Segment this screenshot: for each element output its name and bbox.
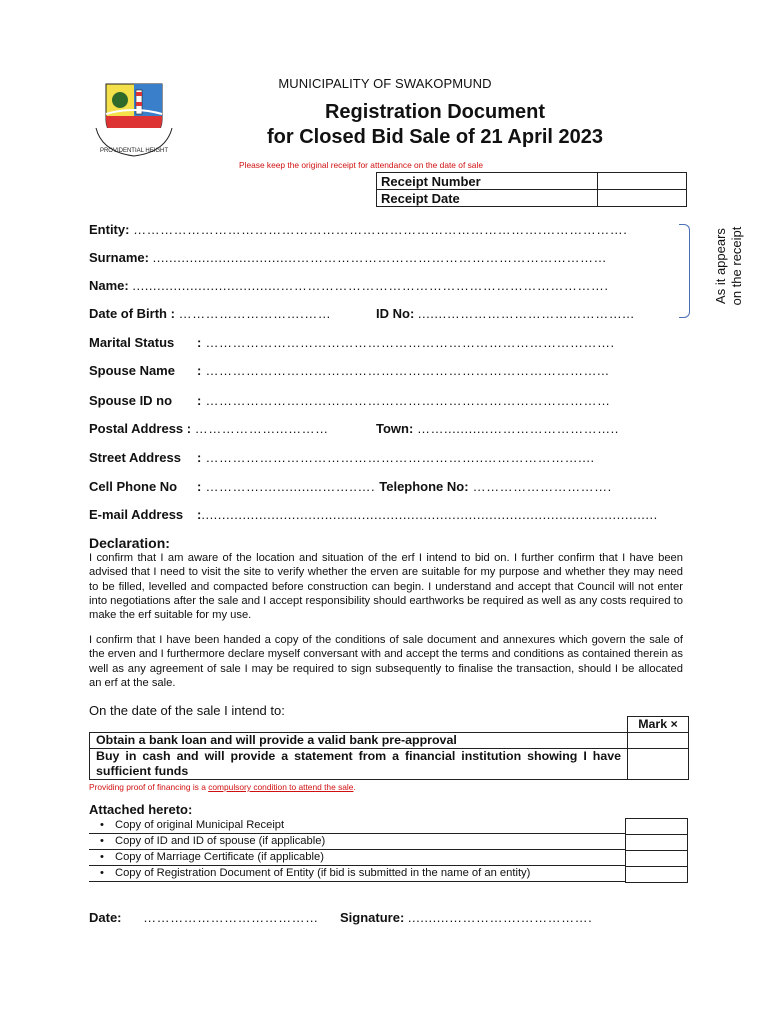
marital-status-row[interactable] [89, 335, 174, 350]
marital-label: Marital Status [89, 335, 175, 350]
telephone-label: Telephone No: [379, 479, 469, 494]
surname-label: Surname: [89, 250, 149, 265]
list-item: • Copy of original Municipal Receipt [89, 818, 625, 834]
document-title-line1: Registration Document [324, 101, 546, 123]
town-label: Town: [376, 421, 414, 436]
receipt-note: Please keep the original receipt for attendance on the date of sale [239, 160, 483, 170]
svg-text:PROVIDENTIAL HEIGHT: PROVIDENTIAL HEIGHT [99, 148, 169, 154]
option-bank-loan: Obtain a bank loan and will provide a valid bank pre-approval [90, 733, 628, 749]
option-cash: Buy in cash and will provide a statement from a financial institution showing I have sufficient funds [90, 749, 628, 780]
street-address-row[interactable] [89, 450, 181, 465]
postal-address-row[interactable]: Postal Address : ………………...……… [89, 421, 329, 436]
name-label: Name: [89, 278, 129, 293]
receipt-date-label: Receipt Date [377, 190, 598, 207]
financing-options-table [89, 716, 689, 780]
postal-label: Postal Address : [89, 421, 192, 436]
surname-row[interactable]: Surname: ...................................…………………………………………………………… [89, 250, 608, 265]
street-label: Street Address [89, 450, 181, 465]
cell-phone-row[interactable] [89, 479, 177, 494]
option-bank-loan-mark[interactable] [628, 733, 689, 749]
email-row[interactable] [89, 507, 183, 522]
document-title-line2: for Closed Bid Sale of 21 April 2023 [266, 126, 604, 148]
date-field[interactable]: Date: ………………………………… [89, 910, 319, 925]
attachment-check-1[interactable] [625, 818, 688, 834]
list-item: • Copy of ID and ID of spouse (if applicable) [89, 834, 625, 850]
attached-heading: Attached hereto: [89, 802, 193, 817]
declaration-paragraph-2: I confirm that I have been handed a copy of the conditions of sale document and annexures which govern the sale of the erven and I furthermore declare myself conversant with and accept the terms and conditions as contained therein as well as any agreement of sale I may be required to sign subsequently to finalise the transaction, should I be allocated an erf at the sale. [89, 634, 683, 689]
attachment-check-4[interactable] [625, 866, 688, 883]
spouse-id-label: Spouse ID no [89, 393, 173, 408]
intend-heading: On the date of the sale I intend to: [89, 703, 285, 718]
name-row[interactable]: Name: ....................................………………………………………………………………. [89, 278, 609, 293]
mark-header: Mark × [628, 717, 689, 733]
option-cash-mark[interactable] [628, 749, 689, 780]
town-row[interactable]: Town: ……...........……………………….. [376, 421, 619, 436]
receipt-number-cell[interactable] [598, 173, 687, 190]
municipality-heading: MUNICIPALITY OF SWAKOPMUND [278, 76, 492, 91]
signature-field[interactable]: Signature: ..........…………….……………. [340, 910, 593, 925]
spouse-name-label: Spouse Name [89, 363, 175, 378]
receipt-date-cell[interactable] [598, 190, 687, 207]
proof-note: Providing proof of financing is a compulsory condition to attend the sale. [89, 782, 356, 792]
list-item: • Copy of Marriage Certificate (if applicable) [89, 850, 625, 866]
spouse-name-row[interactable] [89, 363, 175, 378]
signature-label: Signature: [340, 910, 405, 925]
attachments-list [89, 818, 625, 882]
entity-row[interactable]: Entity: ……………………………………………………………………………….………………. [89, 222, 628, 237]
receipt-table [376, 172, 687, 207]
declaration-paragraph-1: I confirm that I am aware of the location and situation of the erf I intend to bid on. I further confirm that I have been advised that I need to visit the site to verify whether the erven are suitable for my purpose and whether they may need to be filled, levelled and compacted before construction can begin. I understand and accept that Council will not enter into negotiations after the sale and I accept responsibility should earthworks be required as well as any costs required to make the erf suitable for my use. [89, 552, 683, 622]
email-label: E-mail Address [89, 507, 184, 522]
attachment-check-2[interactable] [625, 834, 688, 850]
list-item: • Copy of Registration Document of Entity (if bid is submitted in the name of an entity) [89, 866, 625, 882]
side-note: As it appears on the receipt [713, 226, 744, 306]
id-no-label: ID No: [376, 306, 415, 321]
attachment-check-3[interactable] [625, 850, 688, 866]
dob-label: Date of Birth : [89, 306, 175, 321]
spouse-id-row[interactable] [89, 393, 172, 408]
receipt-number-label: Receipt Number [377, 173, 598, 190]
id-no-row[interactable]: ID No: .......…………………………………... [376, 306, 635, 321]
attachment-check-column [625, 818, 688, 883]
receipt-brace [679, 224, 690, 318]
declaration-heading: Declaration: [89, 535, 170, 551]
date-of-birth-row[interactable]: Date of Birth : ……………………….…… [89, 306, 332, 321]
date-label: Date: [89, 910, 122, 925]
entity-label: Entity: [89, 222, 130, 237]
cell-label: Cell Phone No [89, 479, 178, 494]
